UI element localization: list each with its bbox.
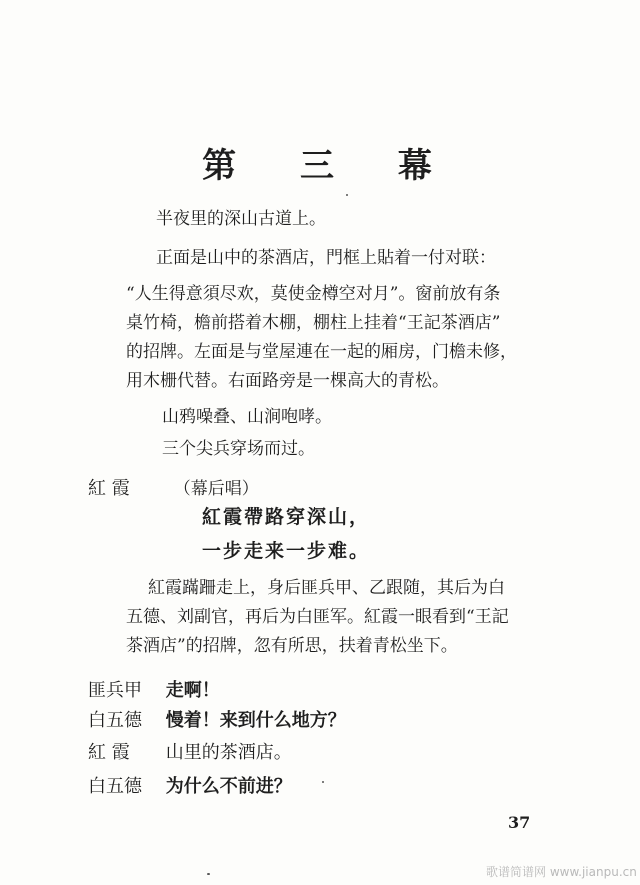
song-lyric-line: 紅霞帶路穿深山，: [202, 506, 371, 528]
offstage-cue: （幕后唱）: [173, 479, 259, 499]
site-watermark: 歌谱简谱网 www.jianpu.cn: [486, 865, 637, 879]
dialogue-row: [88, 706, 346, 732]
sound-effect-line: 三个尖兵穿场而过。: [162, 439, 315, 459]
dialogue-row: [88, 772, 292, 798]
song-cue-row: [88, 474, 259, 500]
print-speck: [322, 781, 324, 783]
page-number: 37: [508, 813, 531, 832]
speaker-name: 白五德: [88, 710, 142, 731]
print-speck: [346, 194, 348, 196]
entrance-direction-line: 茶酒店”的招牌，忽有所思，扶着青松坐下。: [126, 636, 458, 656]
speaker-name: 紅 霞: [88, 742, 130, 763]
dialogue-row: [88, 676, 220, 702]
speaker-name: 紅 霞: [88, 478, 130, 499]
stage-direction-line: 桌竹椅，檐前搭着木棚，棚柱上挂着“王記茶酒店”: [126, 313, 501, 333]
dialogue-row: [88, 738, 292, 764]
speech-text: 为什么不前进？: [165, 776, 292, 797]
stage-direction-line: 半夜里的深山古道上。: [156, 209, 326, 229]
entrance-direction-line: 紅霞蹣跚走上，身后匪兵甲、乙跟随，其后为白: [148, 578, 505, 598]
entrance-direction-line: 五德、刘副官，再后为白匪军。紅霞一眼看到“王記: [126, 607, 509, 627]
stage-direction-line: 用木栅代替。右面路旁是一棵高大的青松。: [126, 371, 449, 391]
speech-text: 慢着！来到什么地方？: [165, 710, 346, 731]
print-speck: [207, 873, 210, 875]
stage-direction-line: “人生得意須尽欢，莫使金樽空对月”。窗前放有条: [126, 284, 501, 304]
speaker-name: 匪兵甲: [88, 680, 142, 701]
sound-effect-line: 山鸦噪叠、山涧咆哮。: [162, 407, 332, 427]
stage-direction-line: 的招牌。左面是与堂屋連在一起的厢房，门檐未修，: [126, 342, 517, 362]
speech-text: 山里的茶酒店。: [165, 742, 292, 763]
speech-text: 走啊！: [165, 680, 220, 701]
speaker-name: 白五德: [88, 776, 142, 797]
stage-direction-line: 正面是山中的茶酒店，門框上貼着一付对联：: [156, 248, 496, 268]
song-lyric-line: 一步走来一步难。: [202, 540, 371, 562]
act-title: 第 三 幕: [202, 146, 458, 186]
